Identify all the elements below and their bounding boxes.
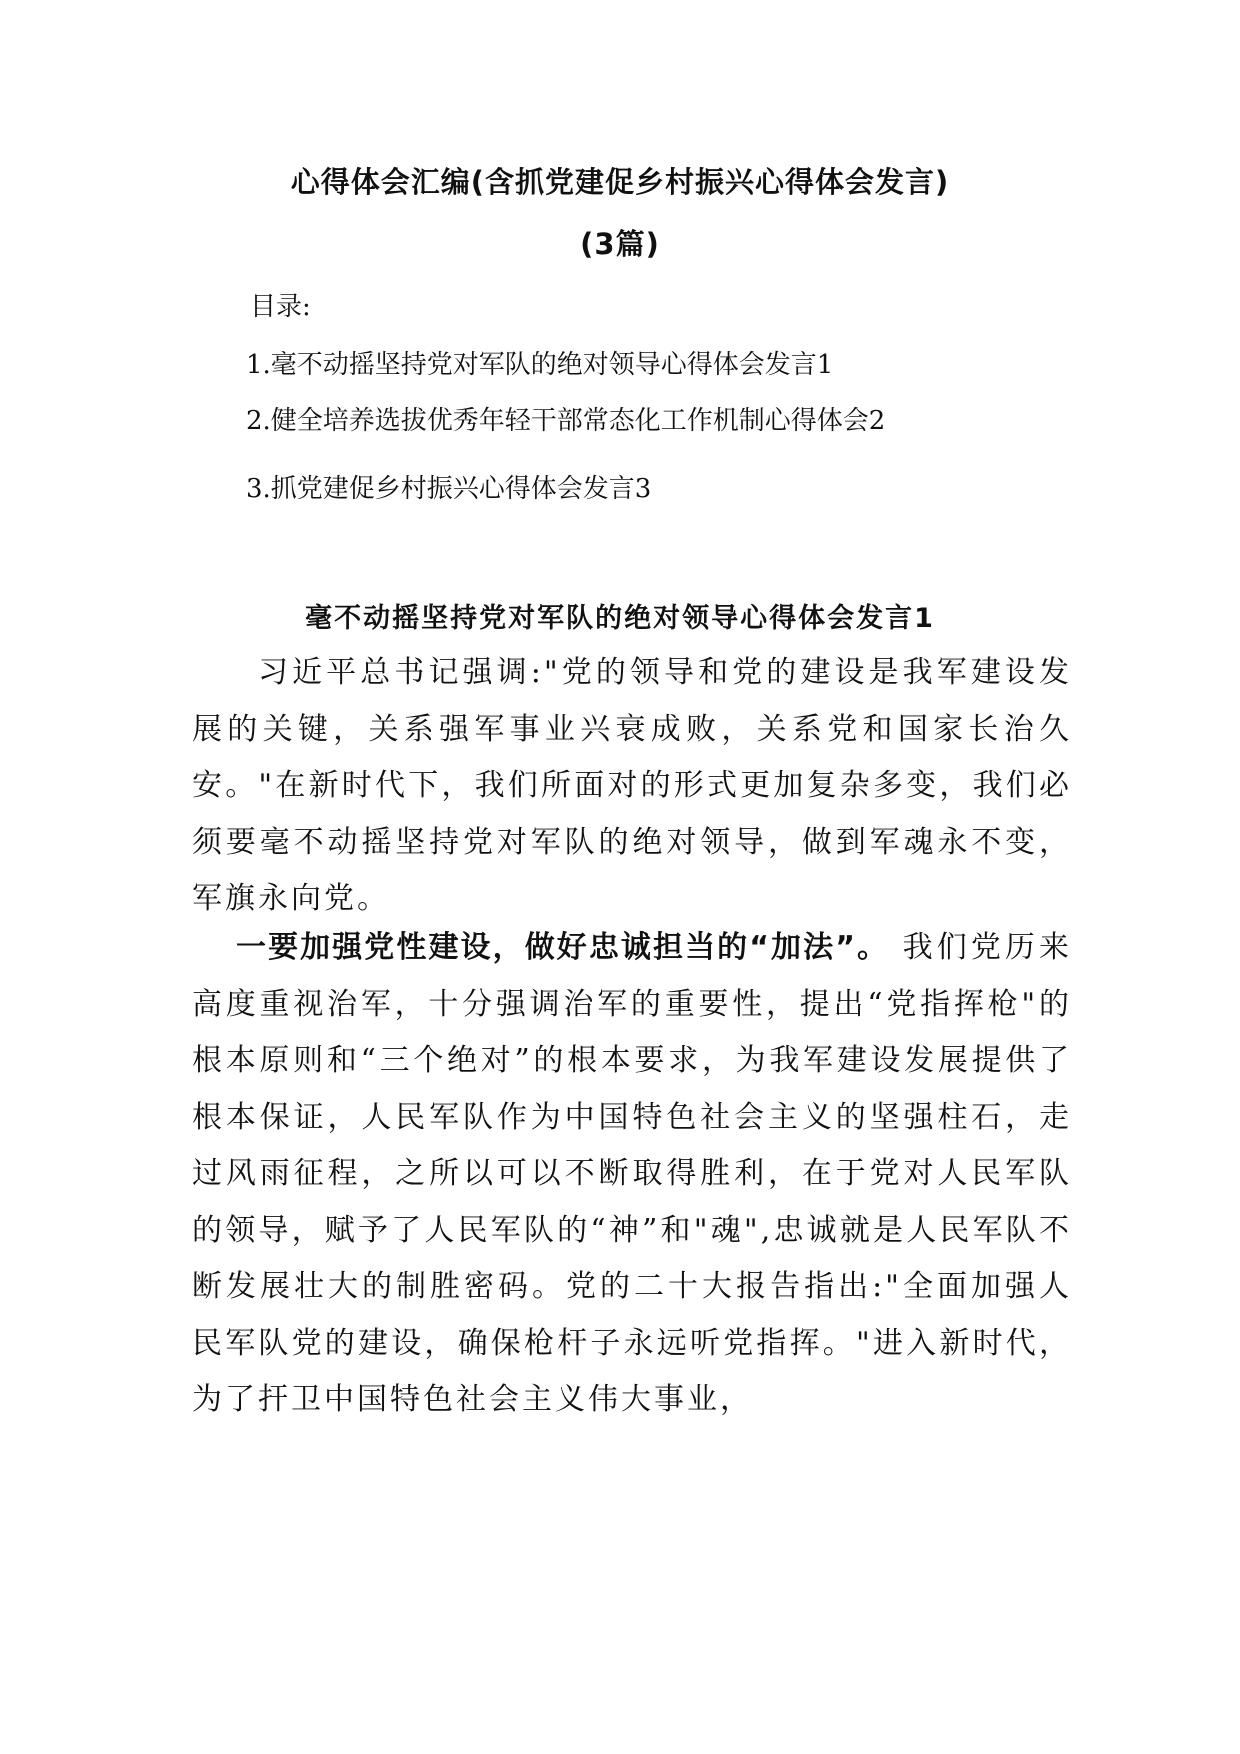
toc-heading: 目录: (250, 292, 311, 322)
body-paragraph (192, 920, 1072, 1429)
toc-item: 1.毫不动摇坚持党对军队的绝对领导心得体会发言1 (246, 350, 834, 380)
toc-item: 3.抓党建促乡村振兴心得体会发言3 (246, 474, 652, 504)
section-title: 毫不动摇坚持党对军队的绝对领导心得体会发言1 (305, 603, 935, 634)
toc-item: 2.健全培养选拔优秀年轻干部常态化工作机制心得体会2 (246, 406, 886, 436)
document-title: 心得体会汇编(含抓党建促乡村振兴心得体会发言) (290, 165, 950, 199)
body-paragraph: 习近平总书记强调:"党的领导和党的建设是我军建设发展的关键，关系强军事业兴衰成败，关系党和国家长治久安。"在新时代下，我们所面对的形式更加复杂多变，我们必须要毫不动摇坚持党对军队的绝对领导，做到军魂永不变，军旗永向党。 (192, 655, 1072, 916)
paragraph-body-text: 我们党历来高度重视治军，十分强调治军的重要性，提出“党指挥枪"的根本原则和“三个绝对”的根本要求，为我军建设发展提供了根本保证，人民军队作为中国特色社会主义的坚强柱石，走过风雨征程，之所以可以不断取得胜利，在于党对人民军队的领导，赋予了人民军队的“神”和"魂",忠诚就是人民军队不断发展壮大的制胜密码。党的二十大报告指出:"全面加强人民军队党的建设，确保枪杆子永远听党指挥。"进入新时代，为了扞卫中国特色社会主义伟大事业， (192, 930, 1072, 1417)
document-title-count: (3篇) (580, 227, 660, 261)
paragraph-lead-sentence: 一要加强党性建设，做好忠诚担当的“加法”。 (236, 930, 890, 965)
